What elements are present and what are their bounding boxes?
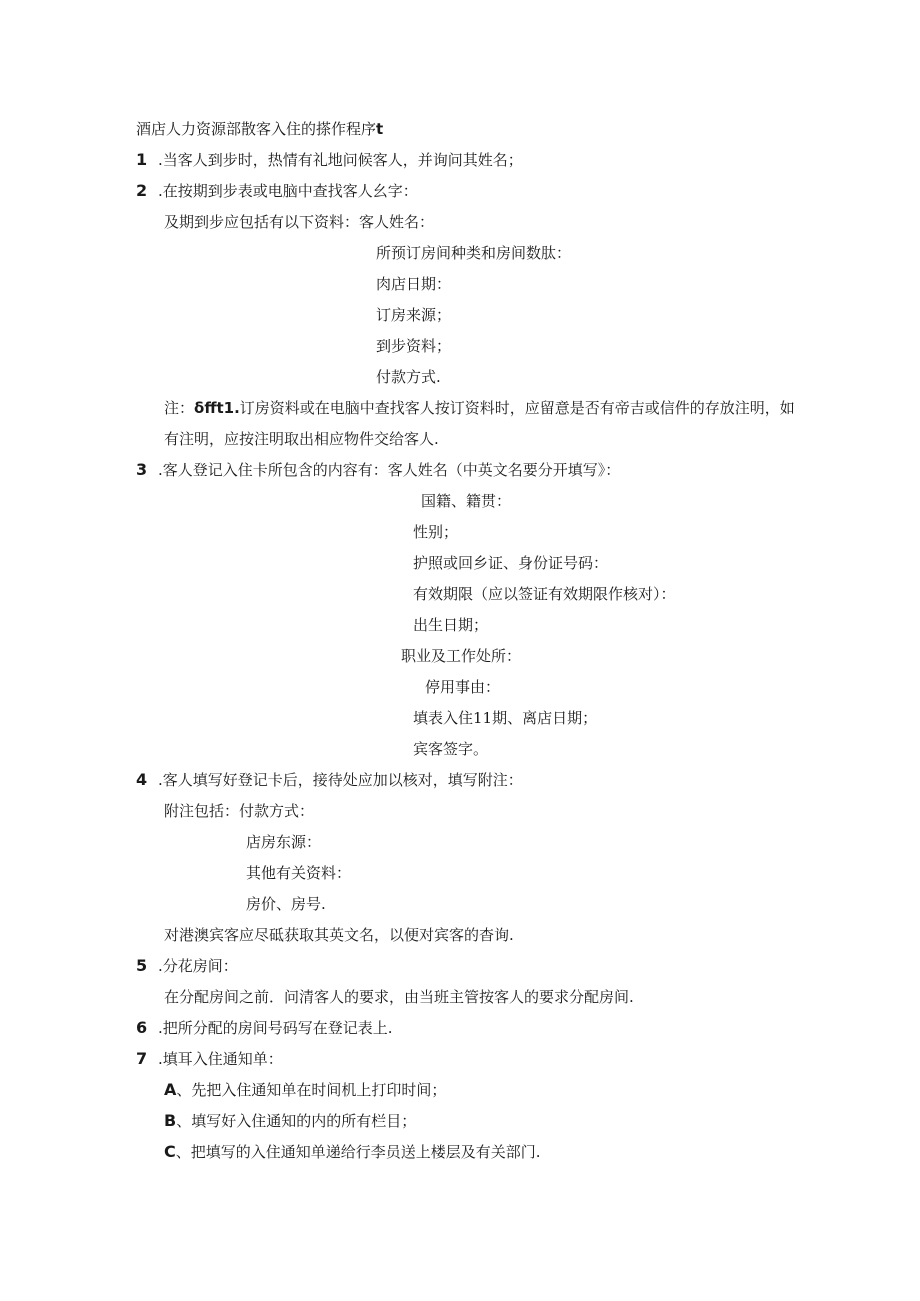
step-number: 2 [136,181,148,200]
step-6 [136,1018,393,1038]
step2-item: 到步资料； [376,337,452,355]
step-5 [136,956,238,976]
item-text: 、填写好入住通知的内的所有栏目； [176,1112,417,1130]
step2-intro: 及期到步应包括有以下资料：客人姓名： [164,213,435,231]
step-1 [136,150,523,170]
step-3 [136,460,620,480]
step-text: .把所分配的房间号码写在登记表上. [158,1019,393,1037]
step-2 [136,181,418,201]
item-text: 、把填写的入住通知单递给行李员送上楼层及有关部门. [175,1143,541,1161]
step3-item: 填表入住11期、离店日期； [413,709,598,727]
step7-item-c [164,1142,541,1162]
step4-item: 店房东源： [246,833,322,851]
step-7 [136,1049,283,1069]
step3-item: 出生日期； [413,616,489,634]
step-number: 3 [136,460,148,479]
note-label: 注： [164,399,195,417]
step3-item: 职业及工作处所： [401,647,522,665]
step3-item: 有效期限（应以签证有效期限作核对）： [413,585,676,603]
step-text: .分花房间： [158,957,238,975]
step-text: .在按期到步表或电脑中查找客人幺字： [158,182,418,200]
step7-item-b [164,1111,416,1131]
item-letter: C [164,1142,176,1161]
step-text: .客人登记入住卡所包含的内容有：客人姓名（中英文名要分开填写》： [158,461,621,479]
step2-item: 所预订房间种类和房间数肽： [376,244,572,262]
step5-text: 在分配房间之前．问清客人的要求，由当班主管按客人的要求分配房间. [164,988,634,1006]
step2-item: 肉店日期： [376,275,452,293]
item-letter: B [164,1111,177,1130]
step4-intro: 附注包括：付款方式： [164,802,315,820]
step2-item: 付款方式. [376,368,441,386]
note-code: δfft1. [194,399,240,417]
item-letter: A [164,1080,177,1099]
step-4 [136,770,523,790]
step-number: 7 [136,1049,148,1068]
step2-note-continued: 有注明，应按注明取出相应物件交给客人. [164,430,439,448]
step4-item: 房价、房号. [246,895,326,913]
step-number: 4 [136,770,148,789]
step7-item-a [164,1080,446,1100]
step3-item: 停用事由： [425,678,501,696]
step2-item: 订房来源； [376,306,452,324]
step2-note [164,398,795,418]
step-number: 5 [136,956,148,975]
step-text: .填耳入住通知单： [158,1050,283,1068]
note-text: 订房资料或在电脑中查找客人按订资料时，应留意是否有帝吉或信件的存放注明，如 [239,399,795,417]
step3-item: 护照或回乡证、身份证号码： [413,554,609,572]
step4-extra: 对港澳宾客应尽砥获取其英文名，以便对宾客的杳询. [164,926,514,944]
step4-item: 其他有关资料： [246,864,352,882]
step-text: .当客人到步时，热情有礼地问候客人，并询问其姓名； [158,151,523,169]
item-text: 、先把入住通知单在时间机上打印时间； [176,1081,447,1099]
step-number: 6 [136,1018,148,1037]
title-tail: t [376,120,384,138]
step3-item: 宾客签字。 [413,740,489,758]
document-title [136,119,383,139]
title-text: 酒店人力资源部散客入住的搽作程序 [136,120,377,138]
step3-item: 性别； [413,523,459,541]
step3-item: 国籍、籍贯： [421,492,512,510]
step-number: 1 [136,150,148,169]
step-text: .客人填写好登记卡后，接待处应加以核对，填写附注： [158,771,523,789]
